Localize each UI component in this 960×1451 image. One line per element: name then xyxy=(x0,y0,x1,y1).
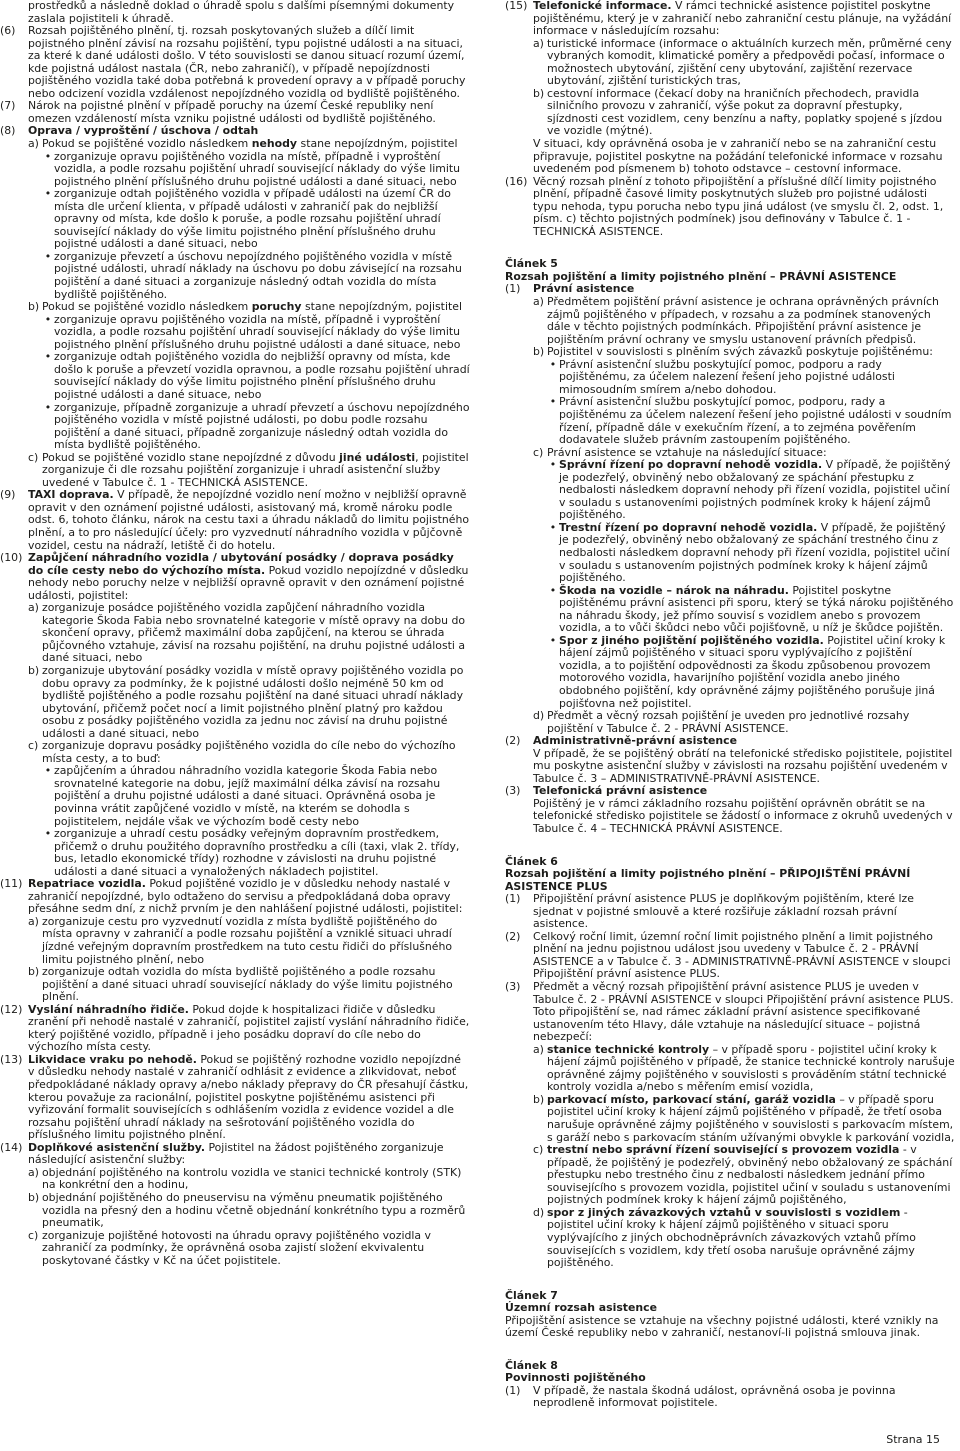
paragraph-16 xyxy=(505,176,955,239)
sub-letter: b) xyxy=(28,663,40,677)
article-subtitle: Rozsah pojištění a limity pojistného plnění – PRÁVNÍ ASISTENCE xyxy=(505,269,897,283)
sub-letter: a) xyxy=(28,1165,39,1179)
sub-text: – v případě sporu pojistitel učiní kroky k hájení zájmů pojištěného v případě, že třetí osoba narušuje oprávněné zájmy pojištěného v souvislosti s parkovacím místem, s garáží nebo s parkovacím stáním užívanými obvykle k parkování vozidla, xyxy=(547,1092,955,1144)
bullet-icon: • xyxy=(44,827,52,841)
bullet-icon: • xyxy=(44,249,52,263)
sub-letter: d) xyxy=(533,1205,545,1219)
paragraph-text: Celkový roční limit, územní roční limit pojistného plnění a limit pojistného plnění na jednu pojistnou událost jsou uvedeny v Tabulce č. 2 - PRÁVNÍ ASISTENCE a v Tabulce č. 3 - ADMINISTRATIVNĚ-PRÁVNÍ ASISTENCE v sloupci Připojištění právní asistence PLUS. xyxy=(533,929,951,981)
bullet-text: V případě, že pojištěný je podezřelý, obviněný nebo obžalovaný ze spáchání trestného činu z nedbalosti následkem dopravní nehody při řízení vozidla, pojistitel učiní v souladu s ustanovením pojistných podmínek kroky k hájení zájmů pojištěného. xyxy=(559,520,950,585)
bullet-item: • zorganizuje, případně zorganizuje a uhradí převzetí a úschovu nepojízdného pojištěného vozidla v místě pojistné události, po dobu podle rozsahu pojištění a dané situaci, případně zorganizuje následný odtah vozidla do místa bydliště pojištěného. xyxy=(42,402,470,452)
bullet-icon: • xyxy=(549,520,557,534)
sub-text: zorganizuje ubytování posádky vozidla v místě opravy pojištěného vozidla po dobu opravy za podmínky, že k pojistné události došlo nejméně 50 km od bydliště pojištěného a podle rozsahu pojištění na dané situaci uhradí náklady ubytování, přičemž počet nocí a limit pojistného plnění platný pro každou osobu z posádky pojištěného vozidla za jednu noc závisí na druhu pojistné události a dané situaci, nebo xyxy=(42,663,464,740)
sub-letter: b) xyxy=(28,1190,40,1204)
sub-text-bold: poruchy xyxy=(251,300,302,314)
article8-paragraph-1 xyxy=(505,1385,955,1410)
paragraph-text: V rámci technické asistence pojistitel poskytne pojištěnému, který je v zahraničí nebo zahraniční cestu plánuje, na vyžádání informace v následujícím rozsahu: xyxy=(533,0,952,38)
sub-letter: c) xyxy=(28,739,39,753)
sub-text: Pokud se pojištěné vozidlo následkem xyxy=(42,300,249,314)
article-title: Článek 6 xyxy=(505,854,558,868)
paragraph-text: Připojištění právní asistence PLUS je doplňkovým pojištěním, které lze sjednat v pojistné smlouvě a které rozšiřuje základní rozsah právní asistence. xyxy=(533,892,914,931)
article-subtitle: Povinnosti pojištěného xyxy=(505,1371,646,1385)
article6-paragraph-3 xyxy=(505,981,955,1270)
paragraph-text: Pokud pojištěné vozidlo je v důsledku nehody nastalé v zahraničí nepojízdné, bylo odtaženo do servisu a předpokládaná doba opravy přesáhne sedm dní, z nichž prvním je den nahlášení pojistné události, pojistitel: xyxy=(28,877,463,916)
sub-item-d xyxy=(533,710,955,735)
sub-letter: b) xyxy=(28,965,40,979)
bullet-icon: • xyxy=(44,149,52,163)
paragraph-11 xyxy=(0,878,470,1003)
bullet-item xyxy=(547,635,955,710)
right-column xyxy=(505,0,955,1410)
paragraph-title: Telefonické informace. xyxy=(533,0,672,12)
bullet-text: V případě, že pojištěný je podezřelý, obviněný nebo obžalovaný ze spáchání přestupku z nedbalosti následkem dopravní nehody při řízení vozidla, pojistitel učiní v souladu s ustanoveními pojistných podmínek kroky k hájení zájmů pojištěného. xyxy=(559,458,951,522)
bullet-icon: • xyxy=(549,395,557,409)
sub-item-b xyxy=(533,346,955,446)
paragraph-text: V situaci, kdy oprávněná osoba je v zahraničí nebo se na zahraniční cestu připravuje, pojistitel poskytne na požádání telefonické informace v rozsahu uvedeném pod písmenem b) tohoto odstavce – cestovní informace. xyxy=(533,137,943,176)
bullet-bold: Spor z jiného pojištění pojištěného vozidla. xyxy=(559,633,824,647)
sub-text: Právní asistence se vztahuje na následující situace: xyxy=(547,445,827,459)
paragraph-text: Pokud dojde k hospitalizaci řidiče v důsledku zranění při nehodě nastalé v zahraničí, pojistitel zajistí vyslání náhradního řidiče, který pojištěné vozidlo, případně i jeho posádku dopraví do cíle nebo do výchozího místa cesty. xyxy=(28,1002,470,1054)
sub-letter: a) xyxy=(533,1042,544,1056)
sub-text: Předmět a věcný rozsah pojištění je uveden pro jednotlivé rozsahy pojištění v Tabulce č. 2 - PRÁVNÍ ASISTENCE. xyxy=(547,709,910,735)
sub-text: zorganizuje odtah vozidla do místa bydliště pojištěného a podle rozsahu pojištění a dané situaci uhradí související náklady do výše limitu pojistného plnění. xyxy=(42,965,453,1004)
article-subtitle: Rozsah pojištění a limity pojistného plnění – PŘIPOJIŠTĚNÍ PRÁVNÍ ASISTENCE PLUS xyxy=(505,867,911,893)
paragraph-number: (1) xyxy=(505,282,521,296)
paragraph-text: Rozsah pojištěného plnění, tj. rozsah poskytovaných služeb a dílčí limit pojistného plnění závisí na rozsahu pojištění, typu pojistné události a na situaci, za které k dané události došlo. xyxy=(28,24,463,63)
sub-item-c xyxy=(533,447,955,710)
paragraph-text: Připojištění asistence se vztahuje na všechny pojistné události, které vznikly na území České republiky nebo v zahraničí, nestanoví-li pojistná smlouva jinak. xyxy=(505,1313,939,1340)
sub-item-b xyxy=(28,966,470,1004)
paragraph-number: (7) xyxy=(0,99,16,113)
sub-item-d xyxy=(533,1207,955,1270)
paragraph-text: Pojištěný je v rámci základního rozsahu pojištění oprávněn obrátit se na telefonické středisko pojistitele se žádostí o informace z okruhů uvedených v Tabulce č. 4 – TECHNICKÁ PRÁVNÍ ASISTENCE. xyxy=(533,796,953,835)
sub-text: Předmětem pojištění právní asistence je ochrana oprávněných právních zájmů pojištěného v případech, v rozsahu a za podmínek stanovených dále v těchto pojistných podmínkách. Připojištění právní asistence je pojištěním právní ochrany ve smyslu ustanovení právních předpisů. xyxy=(547,295,939,346)
paragraph-number: (15) xyxy=(505,0,528,12)
paragraph-9 xyxy=(0,489,470,552)
paragraph-12 xyxy=(0,1004,470,1054)
sub-text-bold: spor z jiných závazkových vztahů v souvislosti s vozidlem xyxy=(547,1205,901,1219)
sub-text: - pojistitel učiní kroky k hájení zájmů pojištěného v situaci sporu vyplývajícího z jiných obchodněprávních závazkových vztahů přímo souvisejících s vozidlem, kdy třetí osoba narušuje oprávněné zájmy pojištěného. xyxy=(547,1205,916,1270)
sub-text: zorganizuje posádce pojištěného vozidla zapůjčení náhradního vozidla kategorie Škoda Fabia nebo srovnatelné kategorie v místě opravy na dobu do skončení opravy, přičemž maximální doba zapůjčení, na kterou se úhrada půjčovného vztahuje, závisí na rozsahu pojištění, na druhu pojistné události a dané situaci, nebo xyxy=(42,601,466,665)
sub-letter: a) xyxy=(28,137,39,151)
article-title: Článek 8 xyxy=(505,1358,558,1372)
sub-letter: c) xyxy=(28,1228,39,1242)
paragraph-number: (1) xyxy=(505,1383,521,1397)
bullet-item: • zorganizuje odtah pojištěného vozidla do nejbližší opravny od místa, kde došlo k poruše a převzetí vozidla opravnou, a podle rozsahu pojištění uhradí související náklady do výše limitu pojistného plnění příslušného druhu pojistné události a dané situace, nebo xyxy=(42,351,470,401)
bullet-icon: • xyxy=(549,583,557,597)
sub-item-c xyxy=(28,1230,470,1268)
bullet-item: • Právní asistenční službu poskytující pomoc, podporu a rady pojištěnému, za účelem nalezení řešení jeho pojistné události mimosoudním smírem a/nebo dohodou. xyxy=(547,359,955,397)
article5-paragraph-1 xyxy=(505,283,955,735)
paragraph-number: (16) xyxy=(505,174,528,188)
paragraph-title: Telefonická právní asistence xyxy=(533,784,708,798)
sub-text-bold: trestní nebo správní řízení související s provozem vozidla xyxy=(547,1143,900,1157)
paragraph-number: (3) xyxy=(505,784,521,798)
sub-item-a xyxy=(533,296,955,346)
paragraph-title: Oprava / vyproštění / úschova / odtah xyxy=(28,124,259,138)
bullet-item: • Právní asistenční službu poskytující pomoc, podporu, rady a pojištěnému za účelem nalezení řešení jeho pojistné události v soudním řízení, případně dále v exekučním řízení, a to zejména pověřením dodavatele služeb právním zastoupením pojištěného. xyxy=(547,396,955,446)
paragraph-number: (2) xyxy=(505,734,521,748)
sub-text: Pokud se pojištěné vozidlo následkem xyxy=(42,137,249,151)
sub-letter: c) xyxy=(28,450,39,464)
paragraph-number: (14) xyxy=(0,1140,23,1154)
sub-letter: d) xyxy=(533,709,545,723)
paragraph-title: Právní asistence xyxy=(533,282,635,296)
sub-item-b xyxy=(533,1094,955,1144)
paragraph-title: TAXI doprava. xyxy=(28,488,114,502)
paragraph-text: Pokud se pojištěný rozhodne vozidlo nepojízdné v důsledku nehody nastalé v zahraničí odhlásit z evidence a zlikvidovat, neboť předpokládané náklady opravy a/nebo náklady přepravy do ČR přesahují částku, kterou považuje za racionální, pojistitel poskytne pojištěnému asistenci při vyřizování formalit souvisejících s odhlášením vozidla z evidence vozidel a dle rozsahu pojištění uhradí náklady na sešrotování pojištěného vozidla do příslušného limitu pojistného plnění. xyxy=(28,1052,469,1142)
sub-letter: a) xyxy=(533,295,544,309)
bullet-item xyxy=(547,585,955,635)
paragraph-text: Nárok na pojistné plnění v případě poruchy na území České republiky není omezen vzdáleností místa vzniku pojistné události od bydliště pojištěného. xyxy=(28,99,436,125)
sub-text: cestovní informace (čekací doby na hraničních přechodech, pravidla silničního provozu v zahraničí, výše pokut za dopravní přestupky, sjízdnosti cest vozidlem, ceny benzínu a nafty, poplatky spojené s jízdou ve vozidle (mýtné). xyxy=(547,86,943,138)
paragraph-title: Zapůjčení náhradního vozidla / ubytování posádky / doprava posádky do cíle cesty nebo do výchozího místa. xyxy=(28,551,454,577)
paragraph-number: (3) xyxy=(505,980,521,994)
paragraph-text: V případě, že nastala škodná událost, oprávněná osoba je povinna neprodleně informovat pojistitele. xyxy=(533,1383,896,1410)
bullet-item: • zorganizuje opravu pojištěného vozidla na místě, případně i vyproštění vozidla, a podle rozsahu pojištění uhradí související náklady do výše limitu pojistného plnění příslušného druhu pojistné události a dané situaci, nebo xyxy=(42,151,470,189)
sub-text: , pojistitel zorganizuje či dle rozsahu pojištění zorganizuje i uhradí asistenční služby uvedené v Tabulce č. 1 - TECHNICKÁ ASISTENCE. xyxy=(42,450,469,489)
sub-text: Pojistitel v souvislosti s plněním svých závazků poskytuje pojištěnému: xyxy=(547,345,933,359)
bullet-icon: • xyxy=(44,764,52,778)
sub-letter: a) xyxy=(28,914,39,928)
bullet-text: Pojistitel učiní kroky k hájení zájmů pojištěného v situaci sporu vyplývajícího z pojištění vozidla, a to pojištění odpovědnosti za škodu způsobenou provozem motorového vozidla, havarijního pojištění vozidla anebo jiného obdobného pojištění, kdy oprávněné zájmy pojištěného porušuje jiná pojišťovna než pojistitel. xyxy=(559,633,946,710)
sub-item-a xyxy=(28,602,470,665)
paragraph-number: (12) xyxy=(0,1002,23,1016)
sub-text-bold: nehody xyxy=(251,137,298,151)
bullet-item: • zorganizuje a uhradí cestu posádky veřejným dopravním prostředkem, přičemž o druhu použitého dopravního prostředku a cíli (taxi, vlak 2. třídy, bus, letadlo ekonomické třídy) rozhodne v závislosti na druhu pojistné události a dané situaci a vynaložených nákladech pojistitel. xyxy=(42,828,470,878)
article-subtitle: Územní rozsah asistence xyxy=(505,1301,657,1315)
article6-paragraph-2 xyxy=(505,931,955,981)
sub-letter: b) xyxy=(28,300,40,314)
bullet-text: Pojistitel poskytne pojištěnému právní asistenci při sporu, který se týká nároku pojištěného na náhradu škody, jež přímo souvisí s vozidlem anebo s provozem vozidla, a to vůči škůdci nebo vůči pojišťovně, u níž je škůdce pojištěn. xyxy=(559,583,954,635)
article6-paragraph-1 xyxy=(505,893,955,931)
sub-item-a xyxy=(533,1044,955,1094)
paragraph-title: Doplňkové asistenční služby. xyxy=(28,1140,205,1154)
sub-letter: b) xyxy=(533,1092,545,1106)
bullet-icon: • xyxy=(44,350,52,364)
sub-text: objednání pojištěného na kontrolu vozidla ve stanici technické kontroly (STK) na konkrétní den a hodinu, xyxy=(42,1165,462,1192)
bullet-item xyxy=(547,522,955,585)
paragraph-15 xyxy=(505,0,955,176)
paragraph-text: Pokud vozidlo nepojízdné v důsledku nehody nebo poruchy nelze v nejbližší opravně opravit v den oznámení pojistné události, pojistitel: xyxy=(28,563,469,602)
sub-text: zorganizuje cestu pro vyzvednutí vozidla z místa bydliště pojištěného do místa opravny v zahraničí a podle rozsahu pojištění a vzniklé situaci uhradí jízdné veřejným dopravním prostředkem na tuto cestu řidiči do příslušného limitu pojistného plnění, nebo xyxy=(42,914,453,966)
sub-text-bold: stanice technické kontroly xyxy=(547,1042,710,1056)
paragraph-13 xyxy=(0,1054,470,1142)
sub-text-bold: parkovací místo, parkovací stání, garáž vozidla xyxy=(547,1092,836,1106)
sub-item-c xyxy=(28,740,470,878)
sub-letter: b) xyxy=(533,345,545,359)
bullet-icon: • xyxy=(44,400,52,414)
sub-letter: b) xyxy=(533,86,545,100)
article-title: Článek 7 xyxy=(505,1288,558,1302)
paragraph-title: Likvidace vraku po nehodě. xyxy=(28,1052,197,1066)
paragraph-number: (11) xyxy=(0,877,23,891)
article-title: Článek 5 xyxy=(505,257,558,271)
paragraph-text: V případě, že se pojištěný obrátí na telefonické středisko pojistitele, pojistitel mu poskytne asistenční služby v závislosti na rozsahu pojištění uvedeném v Tabulce č. 3 – ADMINISTRATIVNĚ-PRÁVNÍ ASISTENCE. xyxy=(533,746,953,785)
bullet-icon: • xyxy=(549,633,557,647)
paragraph-number: (6) xyxy=(0,24,16,38)
paragraph-number: (2) xyxy=(505,929,521,943)
bullet-item: • zorganizuje odtah pojištěného vozidla v případě události na území ČR do místa dle určení klienta, v případě události v zahraničí pak do nejbližší opravny od místa, kde došlo k poruše, a podle rozsahu pojištění uhradí související náklady do výše limitu pojistného plnění příslušného druhu pojistné události a dané situaci, nebo xyxy=(42,188,470,251)
sub-text: – v případě sporu - pojistitel učiní kroky k hájení zájmů pojištěného v případě, že stanice technické kontroly narušuje oprávněné zájmy pojištěného v souvislosti s prováděním státní technické kontroly vozidla a/nebo s měřením emisí vozidla, xyxy=(547,1042,955,1094)
paragraph-10 xyxy=(0,552,470,878)
paragraph-number: (8) xyxy=(0,124,16,138)
bullet-bold: Správní řízení po dopravní nehodě vozidla. xyxy=(559,458,823,472)
paragraph-number: (9) xyxy=(0,488,16,502)
left-column xyxy=(0,0,470,1267)
bullet-item: • zorganizuje převzetí a úschovu nepojízdného pojištěného vozidla v místě pojistné události, uhradí náklady na úschovu po dobu závisející na rozsahu pojištění a dané situaci a zorganizuje následný odtah vozidla do místa bydliště pojištěného. xyxy=(42,251,470,301)
bullet-item: • zapůjčením a úhradou náhradního vozidla kategorie Škoda Fabia nebo srovnatelné kategorie na dobu, jejíž maximální délka závisí na rozsahu pojištění a druhu pojistné události a dané situaci. Oprávněná osoba je povinna vrátit zapůjčené vozidlo v místě, na kterém se dohodla s pojistitelem, nejdále však ve výchozím bodě cesty nebo xyxy=(42,765,470,828)
paragraph-7 xyxy=(0,100,470,125)
paragraph-text: Pojistitel na žádost pojištěného zorganizuje následující asistenční služby: xyxy=(28,1140,444,1167)
page-number: Strana 15 xyxy=(886,1433,940,1447)
sub-letter: a) xyxy=(28,601,39,615)
sub-item-b xyxy=(28,665,470,740)
paragraph-text: Věcný rozsah plnění z tohoto připojištění a příslušné dílčí limity pojistného plnění, případně časové limity poskytnutých služeb pro pojistné události typu nehoda, typu porucha nebo typu jiná událost (ve smyslu čl. 2, odst. 1, písm. c) těchto pojistných podmínek) jsou definovány v Tabulce č. 1 - TECHNICKÁ ASISTENCE. xyxy=(533,174,944,238)
bullet-item: • zorganizuje opravu pojištěného vozidla na místě, případně i vyproštění vozidla, a podle rozsahu pojištění uhradí související náklady do výše limitu pojistného plnění příslušného druhu pojistné události a dané situace, nebo xyxy=(42,314,470,352)
sub-text: zorganizuje pojištěné hotovosti na úhradu opravy pojištěného vozidla v zahraničí za podmínky, že oprávněná osoba zajistí složení ekvivalentu poskytované částky v Kč na účet pojistitele. xyxy=(42,1228,431,1267)
bullet-item xyxy=(547,459,955,522)
paragraph-text: Předmět a věcný rozsah připojištění právní asistence PLUS je uveden v Tabulce č. 2 - PRÁVNÍ ASISTENCE v sloupci Připojištění právní asistence PLUS. Toto připojištění se, nad rámec základní právní asistence specifikované ustanovením této Hlavy, dále vztahuje na následující situace – pojistná nebezpečí: xyxy=(533,980,954,1044)
sub-item-c xyxy=(533,1144,955,1207)
article5-paragraph-3 xyxy=(505,785,955,835)
bullet-icon: • xyxy=(44,312,52,326)
paragraph-title: Repatriace vozidla. xyxy=(28,877,146,891)
sub-item-a xyxy=(28,138,470,301)
sub-item-a xyxy=(28,1167,470,1192)
bullet-icon: • xyxy=(44,187,52,201)
bullet-bold: Trestní řízení po dopravní nehodě vozidla. xyxy=(559,520,818,534)
sub-text: Pokud se pojištěné vozidlo stane nepojízdné z důvodu xyxy=(42,450,336,464)
sub-text: objednání pojištěného do pneuservisu na výměnu pneumatik pojištěného vozidla na přesný den a hodinu včetně objednání konkrétního typu a rozměrů pneumatik, xyxy=(42,1190,466,1230)
paragraph-title: Vyslání náhradního řidiče. xyxy=(28,1002,189,1016)
sub-item-a xyxy=(533,38,955,88)
paragraph-number: (13) xyxy=(0,1052,23,1066)
sub-text: turistické informace (informace o aktuálních kurzech měn, průměrné ceny vybraných komodit, klimatické poměry a předpovědi počasí, informace o možnostech ubytování, zjištění ceny ubytování, zajištění rezervace ubytování, zjištění turistických tras, xyxy=(547,36,952,88)
sub-text: stane nepojízdným, pojistitel xyxy=(300,137,458,151)
sub-item-b xyxy=(533,88,955,138)
sub-item-c xyxy=(28,452,470,490)
text-line: zaslala pojistiteli k úhradě. xyxy=(28,11,174,25)
sub-item-a xyxy=(28,916,470,966)
sub-letter: a) xyxy=(533,36,544,50)
bullet-icon: • xyxy=(549,458,557,472)
bullet-bold: Škoda na vozidle – nárok na náhradu. xyxy=(559,583,789,597)
sub-letter: c) xyxy=(533,445,544,459)
sub-letter: c) xyxy=(533,1143,544,1157)
sub-text: zorganizuje dopravu posádky pojištěného vozidla do cíle nebo do výchozího místa cesty, a to buď: xyxy=(42,739,456,765)
paragraph-6 xyxy=(0,25,470,100)
paragraph-title: Administrativně-právní asistence xyxy=(533,734,738,748)
paragraph-number: (1) xyxy=(505,892,521,906)
article5-paragraph-2 xyxy=(505,735,955,785)
paragraph-14 xyxy=(0,1142,470,1267)
paragraph-text: V případě, že nepojízdné vozidlo není možno v nejbližší opravně opravit v den oznámení pojistné události, asistovaný má, kromě nároku podle odst. 6, tohoto článku, nárok na cestu taxi a úhradu nákladů do limitu pojistného plnění, a to pro následující účely: pro vyzvednutí náhradního vozidla v půjčovně vozidel, cestu na nádraží, letiště či do hotelu. xyxy=(28,488,470,552)
bullet-icon: • xyxy=(549,357,557,371)
sub-item-b xyxy=(28,1192,470,1230)
sub-text: - v případě, že pojištěný je podezřelý, obviněný nebo obžalovaný ze spáchání přestupku nebo trestného činu z nedbalosti následkem jednání přímo souvisejícího s provozem vozidla, pojistitel učiní v souladu s ustanoveními pojistných podmínek kroky k hájení zájmů pojištěného, xyxy=(547,1143,953,1207)
paragraph-8 xyxy=(0,125,470,489)
sub-text-bold: jiné události xyxy=(339,450,416,464)
sub-item-b xyxy=(28,301,470,452)
text-line: prostředků a následně doklad o úhradě spolu s dalšími písemnými dokumenty xyxy=(28,0,455,12)
paragraph-number: (10) xyxy=(0,551,23,565)
sub-text: stane nepojízdným, pojistitel xyxy=(304,300,462,314)
paragraph-text: V této souvislosti se danou situací rozumí území, kde pojistná událost nastala (ČR, nebo zahraničí), v případě nepojízdnosti pojištěného vozidla také doba potřebná k provedení opravy a v případě poruchy nebo odcizení vozidla vzdálenost nepojízdného vozidla od bydliště pojištěného. xyxy=(28,49,466,100)
